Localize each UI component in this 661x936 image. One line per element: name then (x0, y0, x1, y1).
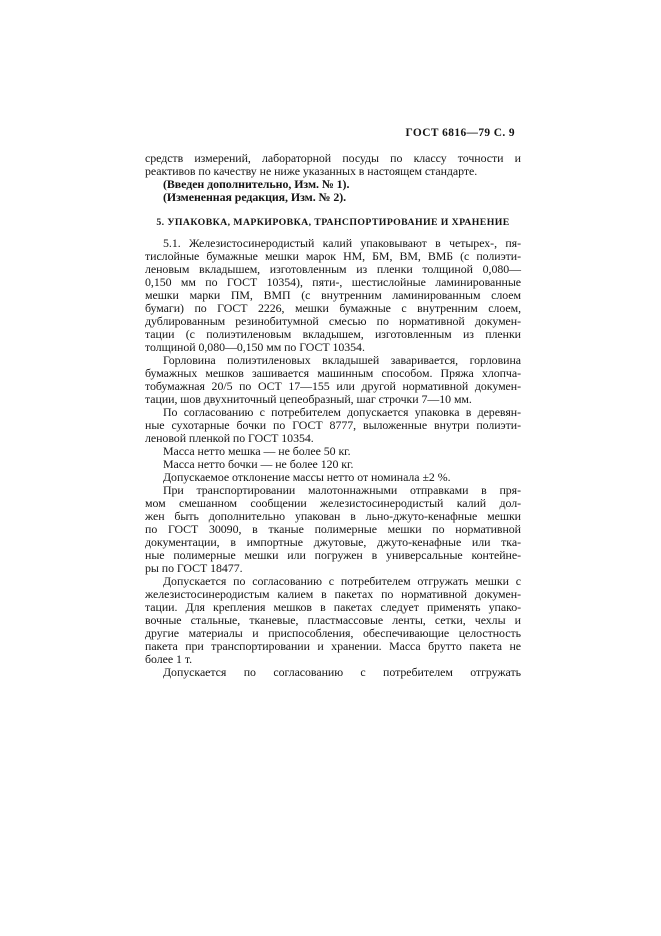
text-line: мешки марки ПМ, ВМП (с внутренним ламинированным слоем (145, 288, 521, 302)
text-line: другие материалы и приспособления, обеспечивающие целостность (145, 626, 521, 640)
amendment-note (145, 191, 521, 204)
text-line: тации. Для крепления мешков в пакетах следует применять упако- (145, 600, 521, 614)
text-line: более 1 т. (145, 652, 192, 666)
text-line: средств измерений, лабораторной посуды по классу точности и (145, 151, 521, 165)
text-line: вочные стальные, тканевые, пластмассовые ленты, сетки, чехлы и (145, 613, 521, 627)
text-line: жен быть дополнительно упакован в льно-джуто-кенафные мешки (145, 509, 521, 523)
document-body (145, 152, 521, 679)
text-line: по ГОСТ 30090, в тканые полимерные мешки по нормативной (145, 522, 521, 536)
paragraph (145, 575, 521, 666)
paragraph (145, 354, 521, 406)
text-line: тации, шов двухниточный цепеобразный, шаг строчки 7—10 мм. (145, 392, 472, 406)
text-line: ные полимерные мешки или погружен в универсальные контейне- (145, 548, 521, 562)
text-line: Допускается по согласованию с потребителем отгружать (163, 665, 521, 679)
text-line: толщиной 0,080—0,150 мм по ГОСТ 10354. (145, 340, 365, 354)
text-line: мом смешанном сообщении железистосинеродистый калий дол- (145, 496, 521, 510)
text-line: железистосинеродистым калием в пакетах по нормативной докумен- (145, 587, 521, 601)
text-line: Масса нетто бочки — не более 120 кг. (163, 457, 354, 471)
paragraph (145, 666, 521, 679)
paragraph (145, 237, 521, 354)
section-heading: 5. УПАКОВКА, МАРКИРОВКА, ТРАНСПОРТИРОВАНИЕ И ХРАНЕНИЕ (156, 217, 510, 228)
text-line: ные сухотарные бочки по ГОСТ 8777, выложенные внутри полиэти- (145, 418, 521, 432)
text-line: тислойные бумажные мешки марок НМ, БМ, ВМ, ВМБ (с полиэти- (145, 249, 521, 263)
text-line: документации, в импортные джутовые, джуто-кенафные или тка- (145, 535, 521, 549)
paragraph (145, 484, 521, 575)
text-line: дублированным резинобитумной смесью по нормативной докумен- (145, 314, 521, 328)
text-line: (Введен дополнительно, Изм. № 1). (163, 177, 350, 191)
text-line: реактивов по качеству не ниже указанных в настоящем стандарте. (145, 164, 478, 178)
text-line: 0,150 мм по ГОСТ 10354), пяти-, шестислойные ламинированные (145, 275, 521, 289)
text-line: леновой пленкой по ГОСТ 10354. (145, 431, 314, 445)
text-line: бумажных мешков зашивается машинным способом. Пряжа хлопча- (145, 366, 521, 380)
page-header: ГОСТ 6816—79 С. 9 (405, 127, 515, 139)
text-line: Допускается по согласованию с потребителем отгружать мешки с (163, 574, 521, 588)
text-line: бумаги) по ГОСТ 2226, мешки бумажные с внутренним слоем, (145, 301, 521, 315)
text-line: тобумажная 20/5 по ОСТ 17—155 или другой нормативной докумен- (145, 379, 521, 393)
text-line: 5.1. Железистосинеродистый калий упаковывают в четырех-, пя- (163, 236, 521, 250)
paragraph (145, 406, 521, 445)
text-line: При транспортировании малотоннажными отправками в пря- (163, 483, 521, 497)
text-line: (Измененная редакция, Изм. № 2). (163, 190, 347, 204)
text-line: леновым вкладышем, изготовленным из пленки толщиной 0,080— (145, 262, 521, 276)
text-line: ры по ГОСТ 18477. (145, 561, 243, 575)
text-line: Масса нетто мешка — не более 50 кг. (163, 444, 351, 458)
text-line: Горловина полиэтиленовых вкладышей заваривается, горловина (163, 353, 521, 367)
text-line: тации (с полиэтиленовым вкладышем, изготовленным из пленки (145, 327, 521, 341)
text-line: пакета при транспортировании и хранении. Масса брутто пакета не (145, 639, 521, 653)
text-line: Допускаемое отклонение массы нетто от номинала ±2 %. (163, 470, 451, 484)
paragraph (145, 152, 521, 178)
text-line: По согласованию с потребителем допускается упаковка в деревян- (163, 405, 521, 419)
